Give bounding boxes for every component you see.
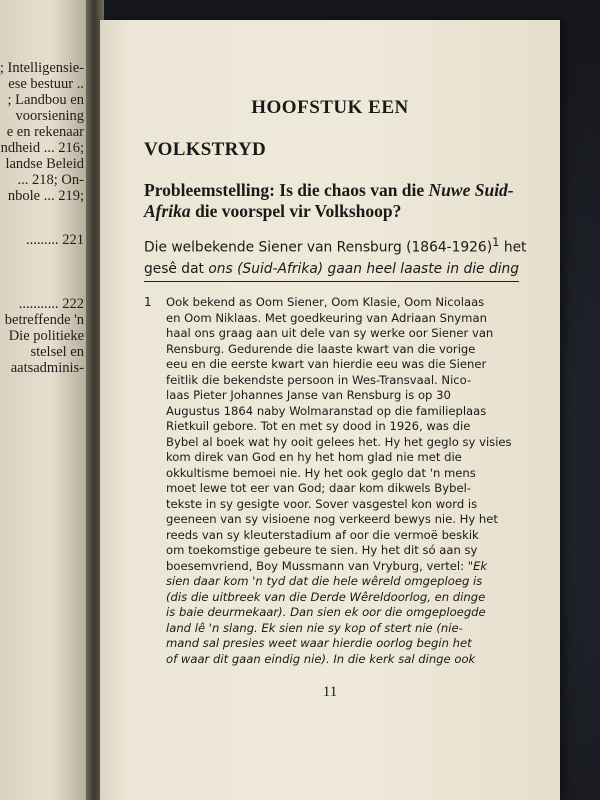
- footnote-line: Rietkuil gebore. Tot en met sy dood in 1926, was die: [166, 419, 471, 433]
- footnote-line: is baie deurmekaar). Dan sien ek oor die omgeploegde: [166, 605, 486, 619]
- footnote-line: eeu en die eerste kwart van hierdie eeu was die Siener: [166, 357, 487, 371]
- footnote-number: 1: [144, 295, 152, 309]
- footnote-ref: 1: [492, 235, 500, 249]
- intro-text-end: het: [499, 239, 527, 256]
- left-page-fragment: landse Beleid: [5, 156, 84, 172]
- footnote-line: tekste in sy gesigte voor. Sover vasgestel kon word is: [166, 496, 478, 511]
- left-page-fragment: stelsel en: [30, 344, 84, 360]
- footnote-line: en Oom Niklaas. Met goedkeuring van Adriaan Snyman: [166, 310, 487, 325]
- footnote-line: Rensburg. Gedurende die laaste kwart van die vorige: [166, 341, 476, 356]
- footnote-line: feitlik die bekendste persoon in Wes-Transvaal. Nico-: [166, 372, 472, 387]
- problem-text: Probleemstelling: Is die chaos van die: [144, 180, 429, 200]
- section-title: VOLKSTRYD: [144, 139, 267, 160]
- left-page-fragment: aatsadminis-: [10, 360, 84, 376]
- footnote-line: okkultisme bemoei nie. Hy het ook geglo dat 'n mens: [166, 465, 476, 480]
- left-page-fragment: voorsiening: [15, 108, 84, 124]
- page-content: [100, 20, 560, 800]
- problem-text-end: die voorspel vir Volkshoop?: [190, 201, 402, 221]
- footnote-line: kom direk van God en hy het hom glad nie met die: [166, 450, 462, 464]
- chapter-heading: HOOFSTUK EEN: [251, 97, 409, 118]
- left-page-fragment: ndheid ... 216;: [0, 140, 84, 156]
- footnote-line: Bybel al boek wat hy ooit gelees het. Hy het geglo sy visies: [166, 434, 512, 449]
- intro-paragraph: [144, 232, 544, 282]
- footnote-line: mand sal presies weet waar hierdie oorlog begin het: [166, 636, 472, 650]
- footnote-line: sien daar kom 'n tyd dat die hele wêreld omgeploeg is: [166, 574, 483, 588]
- footnote-line: of waar dit gaan eindig nie). In die kerk sal dinge ook: [166, 651, 476, 666]
- footnote-line: boesemvriend, Boy Mussmann van Vryburg, vertel: "Ek: [166, 558, 488, 573]
- intro-line2-a: gesê dat: [144, 260, 209, 277]
- left-page-fragment: ........... 222: [18, 296, 84, 312]
- intro-line-2: [144, 259, 519, 282]
- left-page: [0, 0, 92, 800]
- footnote-line: Augustus 1864 naby Wolmaranstad op die familieplaas: [166, 403, 487, 418]
- page-number: 11: [322, 684, 338, 700]
- footnote-line: reeds van sy kleuterstadium af oor die vermoë beskik: [166, 527, 479, 542]
- left-page-fragment: ......... 221: [26, 232, 84, 248]
- left-page-fragment: ese bestuur ..: [8, 76, 84, 92]
- intro-line2-italic: ons (Suid-Afrika) gaan heel laaste in die ding: [208, 260, 520, 277]
- footnote-line: land lê 'n slang. Ek sien nie sy kop of stert nie (nie-: [166, 620, 463, 635]
- footnote-line: laas Pieter Johannes Janse van Rensburg is op 30: [166, 388, 451, 402]
- left-page-fragment: betreffende 'n: [4, 312, 84, 328]
- left-page-fragment: nbole ... 219;: [7, 188, 84, 204]
- footnote-line: geeneen van sy visioene nog verkeerd bewys nie. Hy het: [166, 512, 498, 526]
- footnote-line: moet lewe tot eer van God; daar kom dikwels Bybel-: [166, 481, 471, 495]
- left-page-fragment: e en rekenaar: [6, 124, 84, 140]
- problem-statement: [144, 180, 539, 222]
- left-page-fragment: ... 218; On-: [17, 172, 84, 188]
- footnote-line: Ook bekend as Oom Siener, Oom Klasie, Oom Nicolaas: [166, 295, 485, 309]
- footnote-line: (dis die uitbreek van die Derde Wêreldoorlog, en dinge: [166, 589, 486, 604]
- footnote-line: haal ons graag aan uit dele van sy werke oor Siener van: [166, 326, 494, 340]
- intro-text: Die welbekende Siener van Rensburg (1864-1926): [144, 239, 493, 256]
- left-page-fragment: Die politieke: [8, 328, 84, 344]
- footnote-body: [166, 295, 544, 667]
- right-page: [100, 20, 560, 800]
- footnote-line: om toekomstige gebeure te sien. Hy het dit só aan sy: [166, 543, 478, 557]
- left-page-fragment: ; Landbou en: [7, 92, 84, 108]
- quote-start: "Ek: [467, 558, 488, 573]
- left-page-fragment: ; Intelligensie-: [0, 60, 84, 76]
- intro-line-1: [144, 232, 544, 259]
- problem-italic: Nuwe Suid- Afrika: [144, 180, 514, 221]
